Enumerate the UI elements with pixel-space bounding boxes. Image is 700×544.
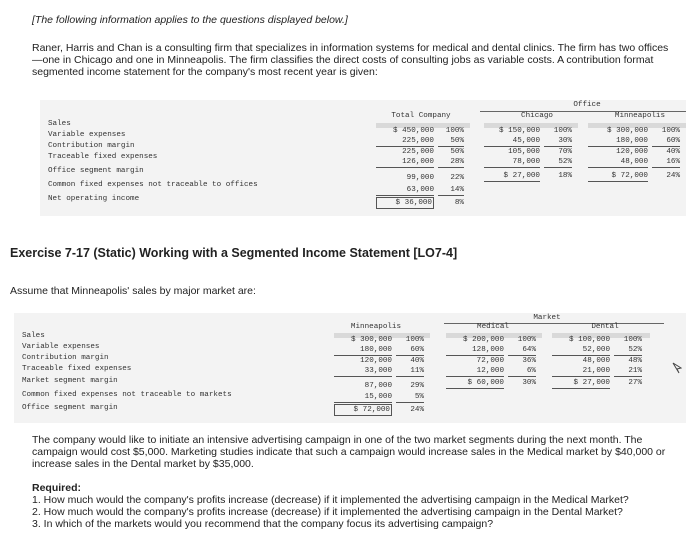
row-label: Common fixed expenses not traceable to markets — [22, 391, 232, 399]
row-label: Sales — [48, 120, 71, 128]
required-section — [32, 482, 672, 530]
cell: 24% — [410, 406, 424, 414]
cell: 48,000 — [588, 157, 648, 168]
col-header-total: Total Company — [391, 112, 451, 120]
cell: 40% — [666, 148, 680, 156]
cell: 22% — [450, 174, 464, 182]
cell: 50% — [450, 148, 464, 156]
cell: 52% — [614, 345, 642, 356]
cell: 21% — [614, 366, 642, 377]
cell: 15,000 — [334, 392, 392, 403]
cell: 126,000 — [376, 157, 434, 168]
row-label: Contribution margin — [22, 354, 109, 362]
cell: 48,000 — [582, 357, 610, 365]
cell: 72,000 — [476, 357, 504, 365]
cell: 36% — [522, 357, 536, 365]
row-label: Office segment margin — [22, 404, 118, 412]
cell: 78,000 — [484, 157, 540, 168]
cell: 100% — [405, 336, 424, 344]
cell: 99,000 — [406, 174, 434, 182]
cell: 33,000 — [334, 366, 392, 377]
cell: 30% — [544, 136, 572, 147]
cell: 180,000 — [334, 345, 392, 356]
cell: $ 100,000 — [568, 336, 610, 344]
cell: 18% — [558, 172, 572, 180]
cell: 120,000 — [360, 357, 392, 365]
cell: 12,000 — [446, 366, 504, 377]
cell: 128,000 — [446, 345, 504, 356]
cell: 24% — [666, 172, 680, 180]
col-header-medical: Medical — [477, 323, 509, 331]
cell: $ 450,000 — [392, 127, 434, 135]
row-label: Office segment margin — [48, 167, 144, 175]
cell: 180,000 — [588, 136, 648, 147]
cell: 5% — [396, 392, 424, 403]
cell: 100% — [445, 127, 464, 135]
cell: $ 150,000 — [498, 127, 540, 135]
required-item: 3. In which of the markets would you recommend that the company focus its advertising campaign? — [32, 518, 494, 530]
cell: 16% — [652, 157, 680, 168]
required-heading: Required: — [32, 482, 82, 494]
group-header: Market — [533, 314, 561, 322]
required-item: 1. How much would the company's profits increase (decrease) if it implemented the advertising campaign in the Medical Market? — [32, 494, 629, 506]
cell: 52,000 — [552, 345, 610, 356]
cell: 30% — [522, 379, 536, 387]
cell: $ 200,000 — [462, 336, 504, 344]
campaign-paragraph: The company would like to initiate an intensive advertising campaign in one of the two market segments during the next month. The campaign would cost $5,000. Marketing studies indicate that such a campaign would increase sales in the Medical market by $40,000 or increase sales in the Dental market by $35,000. — [32, 434, 666, 470]
cell: 52% — [544, 157, 572, 168]
cell: 29% — [410, 382, 424, 390]
cell: 225,000 — [402, 148, 434, 156]
cell: 27% — [628, 379, 642, 387]
row-label: Traceable fixed expenses — [22, 365, 132, 373]
cell: 120,000 — [616, 148, 648, 156]
cell: $ 27,000 — [484, 171, 540, 182]
cell: 40% — [410, 357, 424, 365]
col-header-chicago: Chicago — [521, 112, 553, 120]
cell: 28% — [438, 157, 464, 168]
row-label: Variable expenses — [22, 343, 100, 351]
cell: 63,000 — [376, 185, 434, 196]
row-label: Market segment margin — [22, 377, 118, 385]
cell: 100% — [517, 336, 536, 344]
cell: 60% — [652, 136, 680, 147]
cell: 70% — [558, 148, 572, 156]
assumption-text: Assume that Minneapolis' sales by major market are: — [10, 285, 256, 297]
cell: 100% — [661, 127, 680, 135]
cell: 60% — [396, 345, 424, 356]
cell: $ 27,000 — [552, 378, 610, 389]
required-item: 2. How much would the company's profits increase (decrease) if it implemented the advertising campaign in the Dental Market? — [32, 506, 623, 518]
market-segment-statement — [14, 313, 686, 423]
office-segment-statement — [40, 100, 686, 216]
cell: $ 60,000 — [446, 378, 504, 389]
cell: 21,000 — [552, 366, 610, 377]
cell: 87,000 — [364, 382, 392, 390]
row-label: Sales — [22, 332, 45, 340]
col-header-dental: Dental — [591, 323, 619, 331]
cursor-icon — [672, 362, 682, 374]
cell: 6% — [508, 366, 536, 377]
cell: 64% — [508, 345, 536, 356]
cell: 8% — [454, 199, 464, 207]
group-header: Office — [573, 101, 601, 109]
cell: 45,000 — [484, 136, 540, 147]
cell: $ 300,000 — [350, 336, 392, 344]
cell: 100% — [623, 336, 642, 344]
cell: 48% — [628, 357, 642, 365]
cell: 14% — [438, 185, 464, 196]
row-label: Net operating income — [48, 195, 140, 203]
problem-paragraph: Raner, Harris and Chan is a consulting firm that specializes in information systems for medical and dental clinics. The firm has two offices—one in Chicago and one in Minneapolis. The firm classifies the direct costs of consulting jobs as variable costs. A contribution format segmented income statement for the company's most recent year is given: — [32, 42, 669, 78]
col-header-minneapolis: Minneapolis — [350, 323, 402, 331]
cell: $ 72,000 — [588, 171, 648, 182]
cell: $ 36,000 — [376, 197, 434, 209]
cell: 50% — [438, 136, 464, 147]
cell: 225,000 — [376, 136, 434, 147]
cell: 11% — [396, 366, 424, 377]
row-label: Variable expenses — [48, 131, 126, 139]
cell: $ 300,000 — [606, 127, 648, 135]
cell: 100% — [553, 127, 572, 135]
row-label: Common fixed expenses not traceable to offices — [48, 181, 258, 189]
exercise-title: Exercise 7-17 (Static) Working with a Segmented Income Statement [LO7-4] — [10, 246, 458, 260]
cell: $ 72,000 — [334, 404, 392, 416]
cell: 105,000 — [508, 148, 540, 156]
col-header-minneapolis: Minneapolis — [614, 112, 666, 120]
intro-note: [The following information applies to the questions displayed below.] — [32, 14, 348, 26]
row-label: Traceable fixed expenses — [48, 153, 158, 161]
row-label: Contribution margin — [48, 142, 135, 150]
